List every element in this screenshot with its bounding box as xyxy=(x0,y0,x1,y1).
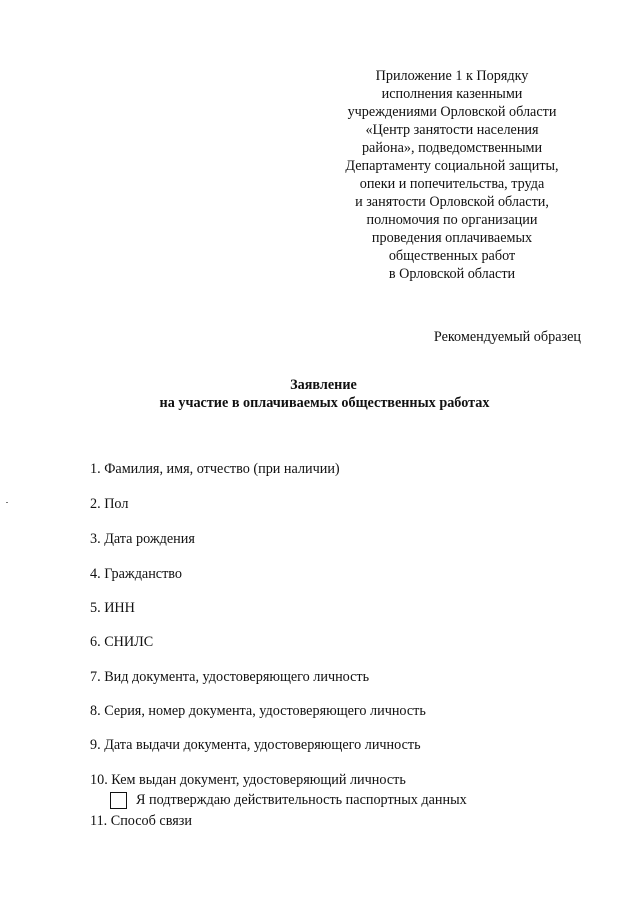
appendix-line: Департаменту социальной защиты, xyxy=(345,158,559,174)
sample-label: Рекомендуемый образец xyxy=(433,329,581,345)
field-citizenship: 4. Гражданство xyxy=(90,566,182,582)
appendix-line: проведения оплачиваемых xyxy=(371,230,533,246)
title-line-1: Заявление xyxy=(290,377,357,393)
field-full-name: 1. Фамилия, имя, отчество (при наличии) xyxy=(90,461,340,477)
passport-confirm-row xyxy=(110,790,467,810)
appendix-line: учреждениями Орловской области xyxy=(347,104,557,120)
field-inn: 5. ИНН xyxy=(90,600,135,616)
appendix-header xyxy=(318,67,586,283)
passport-confirm-checkbox[interactable] xyxy=(110,792,127,809)
document-title xyxy=(0,376,639,412)
field-contact-method: 11. Способ связи xyxy=(90,813,192,829)
appendix-line: района», подведомственными xyxy=(361,140,543,156)
appendix-line: Приложение 1 к Порядку xyxy=(375,68,529,84)
appendix-line: полномочия по организации xyxy=(366,212,538,228)
field-id-document-type: 7. Вид документа, удостоверяющего личность xyxy=(90,669,370,685)
appendix-line: исполнения казенными xyxy=(381,86,523,102)
appendix-line: в Орловской области xyxy=(388,266,516,282)
appendix-line: и занятости Орловской области, xyxy=(355,194,549,210)
appendix-line: «Центр занятости населения xyxy=(365,122,539,138)
field-id-issued-by: 10. Кем выдан документ, удостоверяющий личность xyxy=(90,772,406,788)
scan-speck xyxy=(6,502,8,503)
passport-confirm-label: Я подтверждаю действительность паспортных данных xyxy=(136,791,467,808)
title-line-2: на участие в оплачиваемых общественных работах xyxy=(159,395,490,411)
field-id-document-number: 8. Серия, номер документа, удостоверяющего личность xyxy=(90,703,426,719)
appendix-line: опеки и попечительства, труда xyxy=(359,176,545,192)
field-snils: 6. СНИЛС xyxy=(90,634,154,650)
field-sex: 2. Пол xyxy=(90,496,129,512)
field-birth-date: 3. Дата рождения xyxy=(90,531,195,547)
field-id-issue-date: 9. Дата выдачи документа, удостоверяющего личность xyxy=(90,737,421,753)
appendix-line: общественных работ xyxy=(388,248,516,264)
